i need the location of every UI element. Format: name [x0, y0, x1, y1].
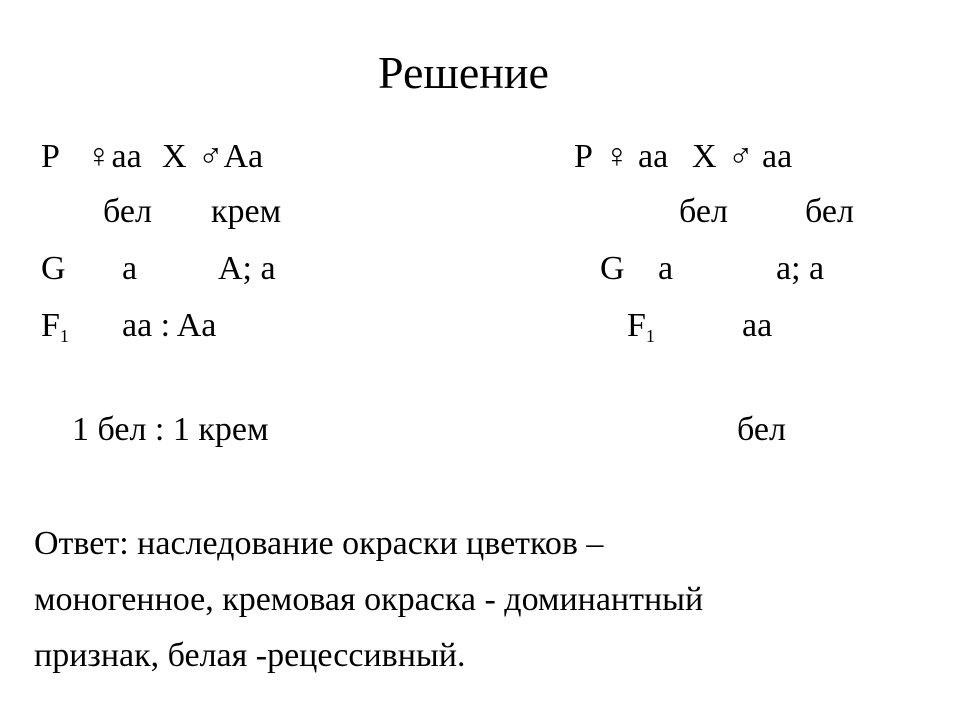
left-gamete-male: A; a [218, 250, 276, 287]
left-cross-x: X [162, 138, 187, 175]
answer-line-3: признак, белая -рецессивный. [34, 637, 466, 674]
left-gametes-g: G [41, 250, 66, 287]
left-f1-genotypes: aa : Aa [122, 307, 217, 344]
right-parents-p: P [574, 138, 593, 175]
left-parents-p: P [41, 138, 60, 175]
left-phenotype-male: крем [211, 193, 282, 230]
right-parent-male: ♂ aa [728, 138, 793, 175]
answer-text [34, 516, 914, 684]
left-f1-label: F1 [41, 307, 69, 346]
right-gametes-g: G [600, 250, 625, 287]
left-phenotype-female: бел [103, 193, 152, 230]
left-ratio: 1 бел : 1 крем [72, 411, 269, 448]
right-phenotype-female: бел [679, 193, 728, 230]
right-f1-label: F1 [627, 307, 655, 346]
left-gamete-female: a [122, 250, 138, 287]
left-parent-male: ♂Aa [198, 138, 264, 175]
left-parent-female: ♀aa [86, 138, 142, 175]
right-phenotype-male: бел [805, 193, 854, 230]
right-gamete-female: a [658, 250, 674, 287]
page-title: Решение [378, 47, 549, 98]
right-f1-genotypes: aa [742, 307, 773, 344]
right-gamete-male: a; a [776, 250, 825, 287]
right-cross-x: X [692, 138, 717, 175]
answer-line-2: моногенное, кремовая окраска - доминантный [34, 581, 704, 618]
right-parent-female: ♀ aa [604, 138, 669, 175]
right-ratio: бел [737, 411, 786, 448]
answer-line-1: Ответ: наследование окраски цветков – [34, 525, 604, 562]
